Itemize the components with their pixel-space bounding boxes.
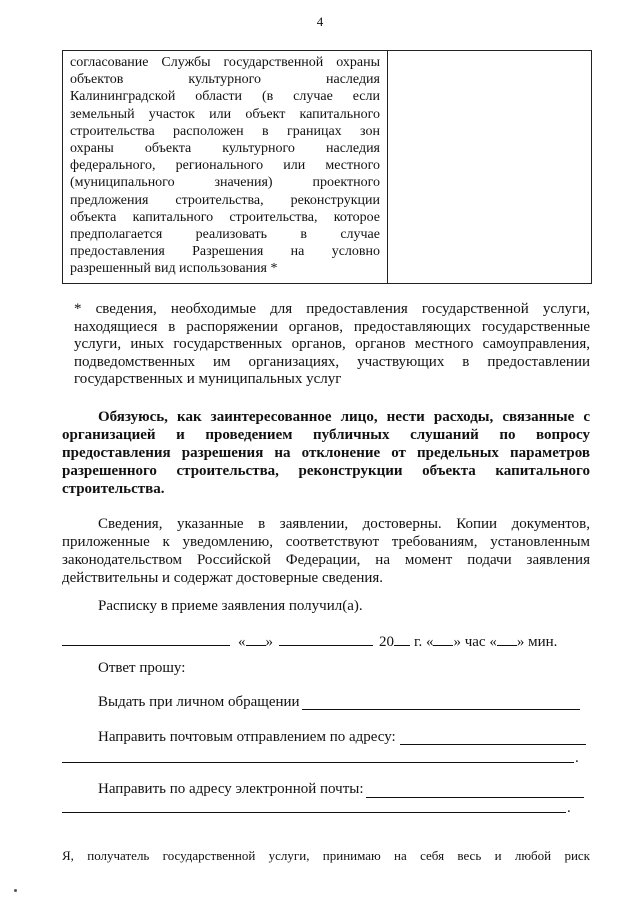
- table-cell-description: [63, 51, 388, 284]
- paragraph-line: Обязуюсь, как заинтересованное лицо, нести расходы, связанные с: [98, 409, 590, 425]
- consent-text: Я, получатель государственной услуги, принимаю на себя весь и любой риск: [62, 848, 590, 863]
- cell-line: предполагается реализовать в случае: [70, 227, 380, 243]
- paragraph-line: приложенные к уведомлению, соответствуют требованиям, установленным: [62, 534, 590, 550]
- paragraph-line: организацией и проведением публичных слушаний по вопросу: [62, 427, 590, 443]
- minute-label: » мин.: [516, 634, 558, 650]
- footnote-line: услуги, иных государственных органов, органов местного самоуправления,: [74, 336, 590, 353]
- quote-open: «: [238, 634, 246, 650]
- cell-line: разрешенный вид использования *: [70, 261, 278, 277]
- by-mail-label: Направить почтовым отправлением по адресу:: [98, 729, 396, 745]
- cell-line: объекта капитального строительства, которое: [70, 209, 380, 225]
- paragraph-line: разрешенного строительства, реконструкции объекта капитального: [62, 463, 590, 479]
- year-blank[interactable]: [394, 631, 410, 646]
- year-prefix: 20: [379, 634, 394, 650]
- email-field-line2[interactable]: [62, 812, 566, 813]
- page-number: 4: [316, 14, 324, 29]
- receipt-signature-line: [62, 631, 557, 651]
- signature-blank[interactable]: [62, 631, 230, 646]
- day-blank[interactable]: [246, 631, 266, 646]
- mail-address-field-line2[interactable]: [62, 762, 574, 763]
- cell-line: федерального, регионального или местного: [70, 158, 380, 174]
- footnote-line: государственных и муниципальных услуг: [74, 371, 342, 388]
- paragraph-line: Сведения, указанные в заявлении, достоверны. Копии документов,: [98, 516, 590, 532]
- by-email-label: Направить по адресу электронной почты:: [98, 781, 364, 797]
- footnote-line: * сведения, необходимые для предоставления государственной услуги,: [74, 301, 590, 317]
- cell-line: земельный участок или объект капитального: [70, 106, 380, 122]
- cell-line: строительства расположен в границах зон: [70, 123, 380, 139]
- documents-table: [62, 50, 592, 284]
- period: .: [575, 750, 579, 766]
- email-field[interactable]: [366, 797, 584, 798]
- paragraph-line: действительны и содержат достоверные сведения.: [62, 570, 384, 586]
- period: .: [567, 800, 571, 816]
- statement-paragraph: [62, 515, 590, 587]
- cell-line: охраны объекта культурного наследия: [70, 141, 380, 157]
- hour-blank[interactable]: [433, 631, 453, 646]
- table-row: [63, 51, 592, 284]
- cell-line: предложения строительства, реконструкции: [70, 192, 380, 208]
- g-label: г. «: [414, 634, 434, 650]
- cell-line: (муниципального значения) проектного: [70, 175, 380, 191]
- receipt-label: Расписку в приеме заявления получил(а).: [98, 598, 363, 614]
- cell-line: предоставления Разрешения на условно: [70, 244, 380, 260]
- cell-line: согласование Службы государственной охраны: [70, 55, 380, 70]
- month-blank[interactable]: [279, 631, 373, 646]
- table-cell-empty: [388, 51, 592, 284]
- mail-address-field[interactable]: [400, 744, 586, 745]
- cell-line: Калининградской области (в случае если: [70, 89, 380, 105]
- paragraph-line: строительства.: [62, 481, 165, 497]
- issue-in-person-label: Выдать при личном обращении: [98, 694, 300, 710]
- obligation-paragraph: [62, 408, 590, 498]
- answer-label: Ответ прошу:: [98, 660, 186, 676]
- hour-label: » час «: [453, 634, 497, 650]
- issue-in-person-field[interactable]: [302, 709, 580, 710]
- scan-dot: [14, 889, 17, 892]
- cell-line: объектов культурного наследия: [70, 72, 380, 88]
- minute-blank[interactable]: [497, 631, 517, 646]
- footnote: [74, 301, 590, 389]
- paragraph-line: законодательством Российской Федерации, на момент подачи заявления: [62, 552, 590, 568]
- footnote-line: находящиеся в распоряжении органов, предоставляющих государственные: [74, 318, 590, 335]
- paragraph-line: предоставления разрешения на отклонение от предельных параметров: [62, 445, 590, 461]
- quote-close: »: [265, 634, 273, 650]
- footnote-line: подведомственных им организациях, участвующих в предоставлении: [74, 353, 590, 370]
